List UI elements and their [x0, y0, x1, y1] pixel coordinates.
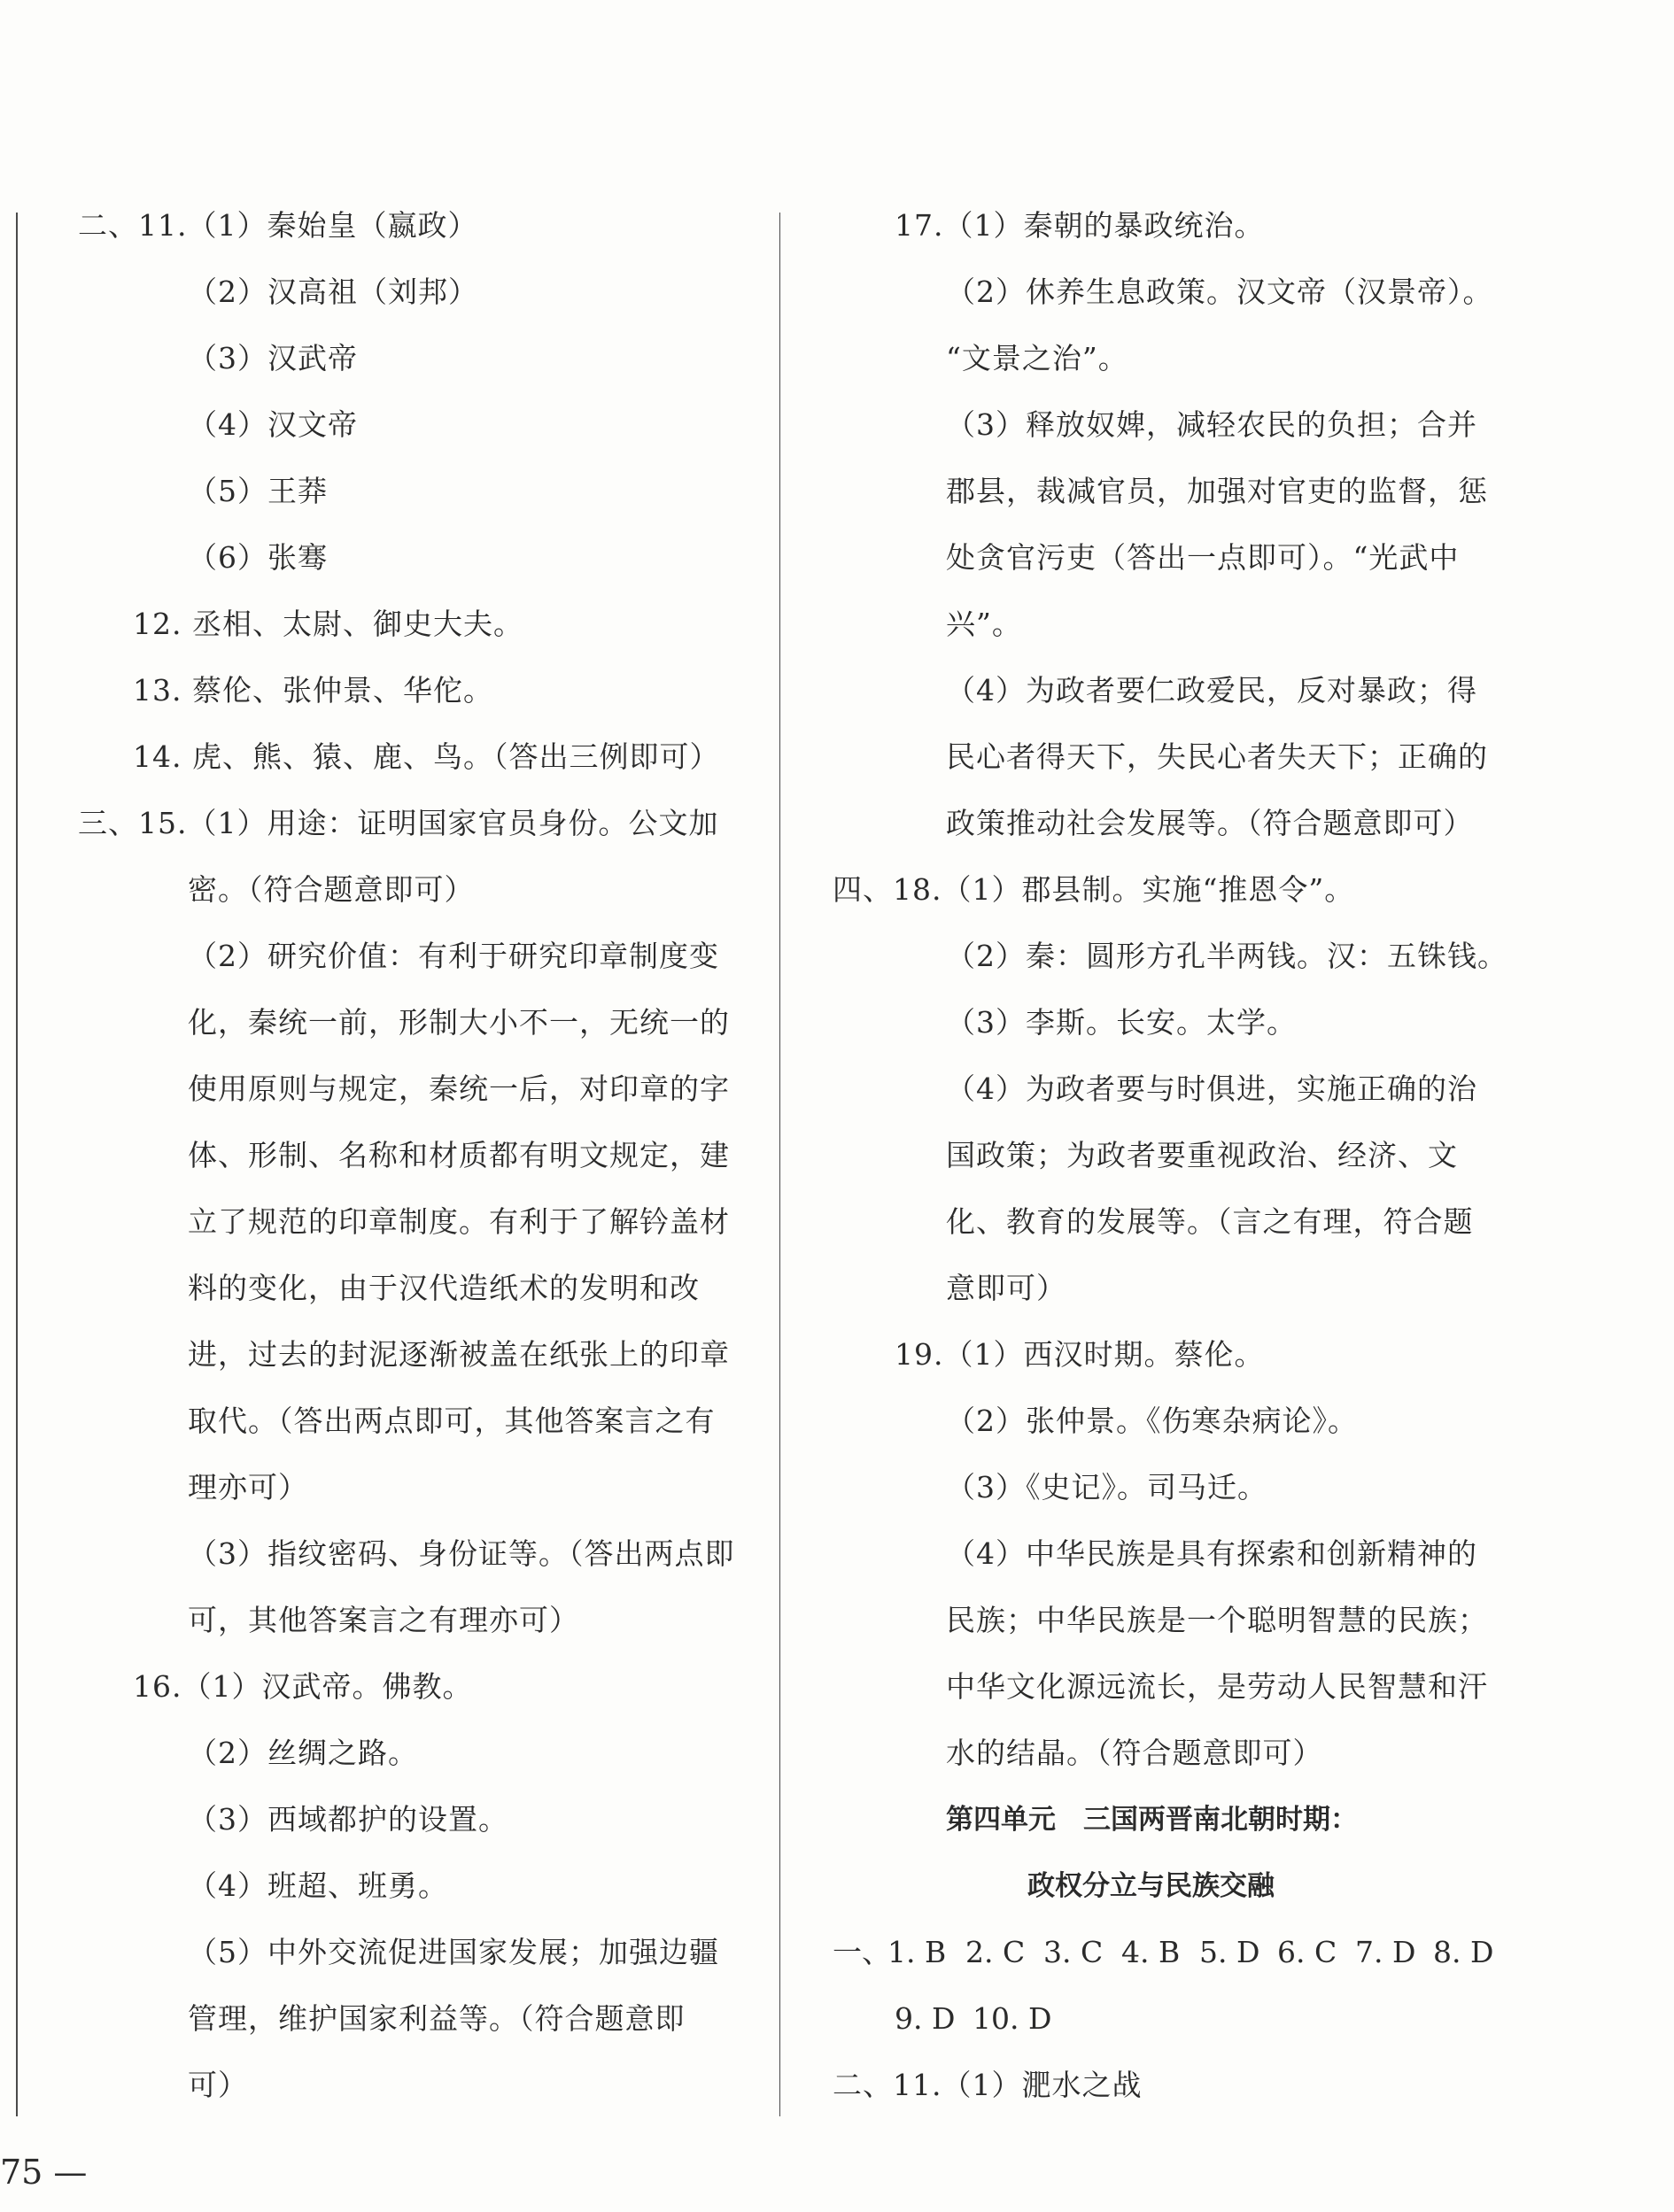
answer-line: 民族；中华民族是一个聪明智慧的民族； [946, 1603, 1488, 1637]
mcq-answer: 10. D [973, 2001, 1052, 2036]
answer-line: （3）释放奴婢，减轻农民的负担；合并 [946, 407, 1477, 442]
answer-line: 民心者得天下，失民心者失天下；正确的 [946, 739, 1488, 774]
answer-line: （2）张仲景。《伤寒杂病论》。 [946, 1404, 1358, 1438]
mcq-row-2 [895, 1999, 1050, 2039]
answer-line: 二、11.（1）秦始皇（嬴政） [78, 208, 478, 243]
answer-line: 处贪官污吏（答出一点即可）。“光武中 [946, 540, 1460, 575]
column-divider [779, 213, 780, 2116]
answer-line: 国政策；为政者要重视政治、经济、文 [946, 1138, 1458, 1172]
answer-line: 化、教育的发展等。（言之有理，符合题 [946, 1204, 1474, 1239]
page-number: 75 — [0, 2153, 88, 2192]
mcq-answer: 2. C [965, 1935, 1026, 1969]
answer-line: （3）西域都护的设置。 [188, 1802, 508, 1837]
answer-line: 立了规范的印章制度。有利于了解钤盖材 [188, 1204, 730, 1239]
answer-line: 兴”。 [946, 607, 1022, 641]
mcq-answer: 7. D [1355, 1935, 1416, 1969]
answer-line: （6）张骞 [188, 540, 328, 575]
answer-line: 19.（1）西汉时期。蔡伦。 [895, 1337, 1265, 1372]
answer-line: （2）休养生息政策。汉文帝（汉景帝）。 [946, 275, 1493, 309]
answer-line: 意即可） [946, 1271, 1066, 1305]
answer-line: 12. 丞相、太尉、御史大夫。 [133, 607, 523, 641]
answer-line: 化，秦统一前，形制大小不一，无统一的 [188, 1005, 730, 1040]
mcq-answer: 1. B [887, 1935, 947, 1969]
answer-line: （2）丝绸之路。 [188, 1736, 418, 1770]
answer-line: 16.（1）汉武帝。佛教。 [133, 1669, 473, 1704]
answer-line: 密。（符合题意即可） [188, 872, 475, 907]
mcq-answer: 3. C [1043, 1935, 1104, 1969]
answer-line: 理亦可） [188, 1470, 308, 1504]
answer-line: 二、11.（1）淝水之战 [833, 2068, 1143, 2102]
left-margin-rule [16, 213, 18, 2116]
answer-line: （5）中外交流促进国家发展；加强边疆 [188, 1935, 719, 1969]
answer-line: （2）研究价值：有利于研究印章制度变 [188, 939, 719, 973]
answer-line: 中华文化源远流长，是劳动人民智慧和汗 [946, 1669, 1488, 1704]
mcq-answer: 6. C [1277, 1935, 1337, 1969]
answer-line: （3）指纹密码、身份证等。（答出两点即 [188, 1536, 735, 1571]
answer-line: 可） [188, 2068, 248, 2102]
unit-heading-line1: 第四单元 三国两晋南北朝时期： [946, 1804, 1358, 1836]
answer-line: （3）李斯。长安。太学。 [946, 1005, 1297, 1040]
answer-line: （4）中华民族是具有探索和创新精神的 [946, 1536, 1477, 1571]
answer-line: 进，过去的封泥逐渐被盖在纸张上的印章 [188, 1337, 730, 1372]
unit-heading-line2: 政权分立与民族交融 [1027, 1870, 1275, 1902]
answer-line: 14. 虎、熊、猿、鹿、鸟。（答出三例即可） [133, 739, 720, 774]
answer-line: （4）班超、班勇。 [188, 1868, 448, 1903]
answer-line: 使用原则与规定，秦统一后，对印章的字 [188, 1071, 730, 1106]
answer-line: （2）秦：圆形方孔半两钱。汉：五铢钱。 [946, 939, 1507, 973]
mcq-answer: 8. D [1433, 1935, 1494, 1969]
answer-line: “文景之治”。 [946, 341, 1128, 375]
answer-line: （5）王莽 [188, 474, 328, 508]
answer-line: （4）为政者要与时俱进，实施正确的治 [946, 1071, 1477, 1106]
answer-line: 水的结晶。（符合题意即可） [946, 1736, 1323, 1770]
answer-line: 体、形制、名称和材质都有明文规定，建 [188, 1138, 730, 1172]
mcq-answer: 9. D [895, 2001, 956, 2036]
answer-line: （4）汉文帝 [188, 407, 358, 442]
answer-line: 政策推动社会发展等。（符合题意即可） [946, 806, 1474, 840]
answer-line: 料的变化，由于汉代造纸术的发明和改 [188, 1271, 700, 1305]
answer-line: 取代。（答出两点即可，其他答案言之有 [188, 1404, 716, 1438]
mcq-prefix: 一、 [833, 1935, 891, 1969]
answer-line: 四、18.（1）郡县制。实施“推恩令”。 [833, 872, 1355, 907]
answer-line: 17.（1）秦朝的暴政统治。 [895, 208, 1265, 243]
answer-line: （3）汉武帝 [188, 341, 358, 375]
answer-line: 郡县，裁减官员，加强对官吏的监督，惩 [946, 474, 1488, 508]
answer-line: 三、15.（1）用途：证明国家官员身份。公文加 [78, 806, 719, 840]
mcq-row-1 [833, 1932, 1504, 1973]
answer-line: （4）为政者要仁政爱民，反对暴政；得 [946, 673, 1477, 708]
mcq-answer: 4. B [1121, 1935, 1181, 1969]
answer-line: 可，其他答案言之有理亦可） [188, 1603, 579, 1637]
mcq-answer: 5. D [1199, 1935, 1260, 1969]
answer-line: （3）《史记》。司马迁。 [946, 1470, 1267, 1504]
answer-line: 管理，维护国家利益等。（符合题意即 [188, 2001, 686, 2036]
answer-line: 13. 蔡伦、张仲景、华佗。 [133, 673, 493, 708]
answer-line: （2）汉高祖（刘邦） [188, 275, 478, 309]
